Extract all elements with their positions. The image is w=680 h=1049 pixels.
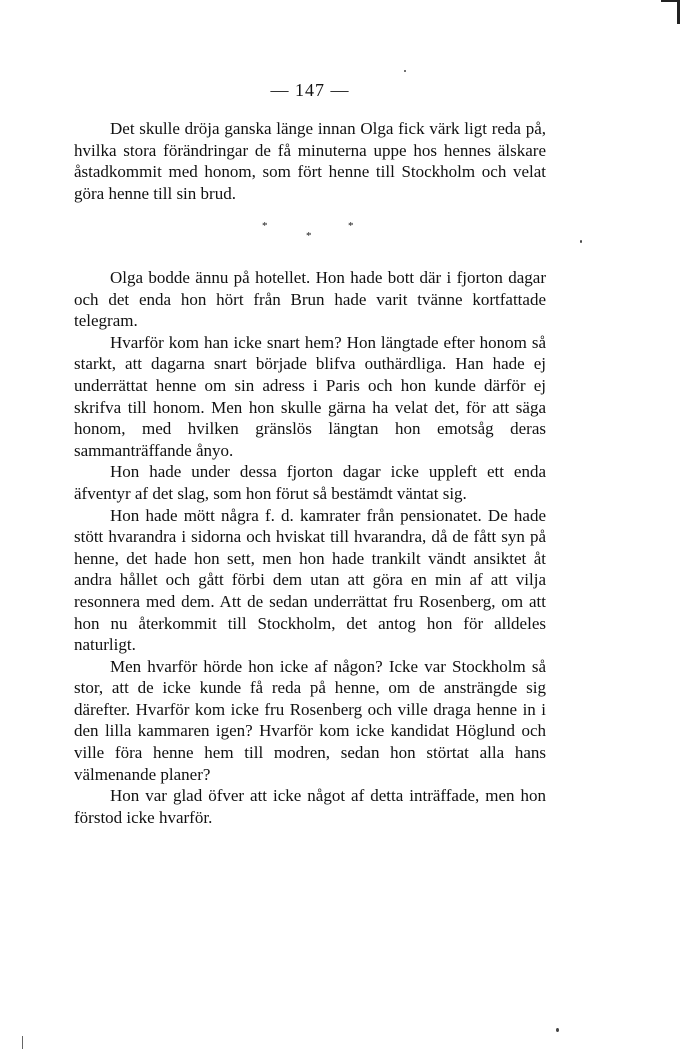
page-number: — 147 — bbox=[270, 80, 350, 100]
paragraph: Hon hade mött några f. d. kamrater från pensionatet. De hade stött hvarandra i sidorna och hviskat till hvarandra, då de fått syn på henne, det hade hon sett, men hon hade trankilt vändt ansiktet åt andra hållet och gått förbi dem utan att göra en min af att vilja resonnera med dem. Att de sedan underrättat fru Rosenberg, om att hon nu återkommit till Stockholm, det antog hon för alldeles naturligt. bbox=[74, 505, 546, 655]
asterisk: * bbox=[306, 230, 312, 242]
paragraph: Olga bodde ännu på hotellet. Hon hade bott där i fjorton dagar och det enda hon hört från Brun hade varit tvänne kortfattade telegram. bbox=[74, 268, 546, 331]
text-section-2 bbox=[74, 267, 546, 828]
text-section-1 bbox=[74, 118, 546, 204]
speck bbox=[404, 70, 406, 72]
scan-edge-line bbox=[22, 1036, 23, 1049]
paragraph: Det skulle dröja ganska länge innan Olga fick värk ligt reda på, hvilka stora förändringar de få minuterna uppe hos hennes älskare åstadkommit med honom, som fört henne till Stockholm och velat göra henne till sin brud. bbox=[74, 119, 546, 203]
paragraph: Men hvarför hörde hon icke af någon? Icke var Stockholm så stor, att de icke kunde få reda på henne, om de ansträngde sig därefter. Hvarför kom icke fru Rosenberg och ville draga henne in i den lilla kammaren igen? Hvarför kom icke kandidat Höglund och ville föra henne hem till modren, sedan hon störtat alla hans välmenande planer? bbox=[74, 656, 546, 784]
speck bbox=[580, 240, 582, 243]
asterisk: * bbox=[262, 220, 268, 232]
paragraph: Hon hade under dessa fjorton dagar icke uppleft ett enda äfventyr af det slag, som hon förut så bestämdt väntat sig. bbox=[74, 462, 546, 503]
section-separator bbox=[250, 218, 370, 248]
asterisk: * bbox=[348, 220, 354, 232]
page-corner-mark bbox=[661, 0, 680, 24]
speck bbox=[556, 1028, 559, 1032]
paragraph: Hvarför kom han icke snart hem? Hon längtade efter honom så starkt, att dagarna snart började blifva outhärdliga. Han hade ej underrättat henne om sin adress i Paris och hon kunde därför ej skrifva till honom. Men hon skulle gärna ha velat det, för att säga honom, med hvilken gränslös längtan hon emotsåg deras sammanträffande ånyo. bbox=[74, 332, 546, 460]
paragraph: Hon var glad öfver att icke något af detta inträffade, men hon förstod icke hvarför. bbox=[74, 786, 546, 827]
